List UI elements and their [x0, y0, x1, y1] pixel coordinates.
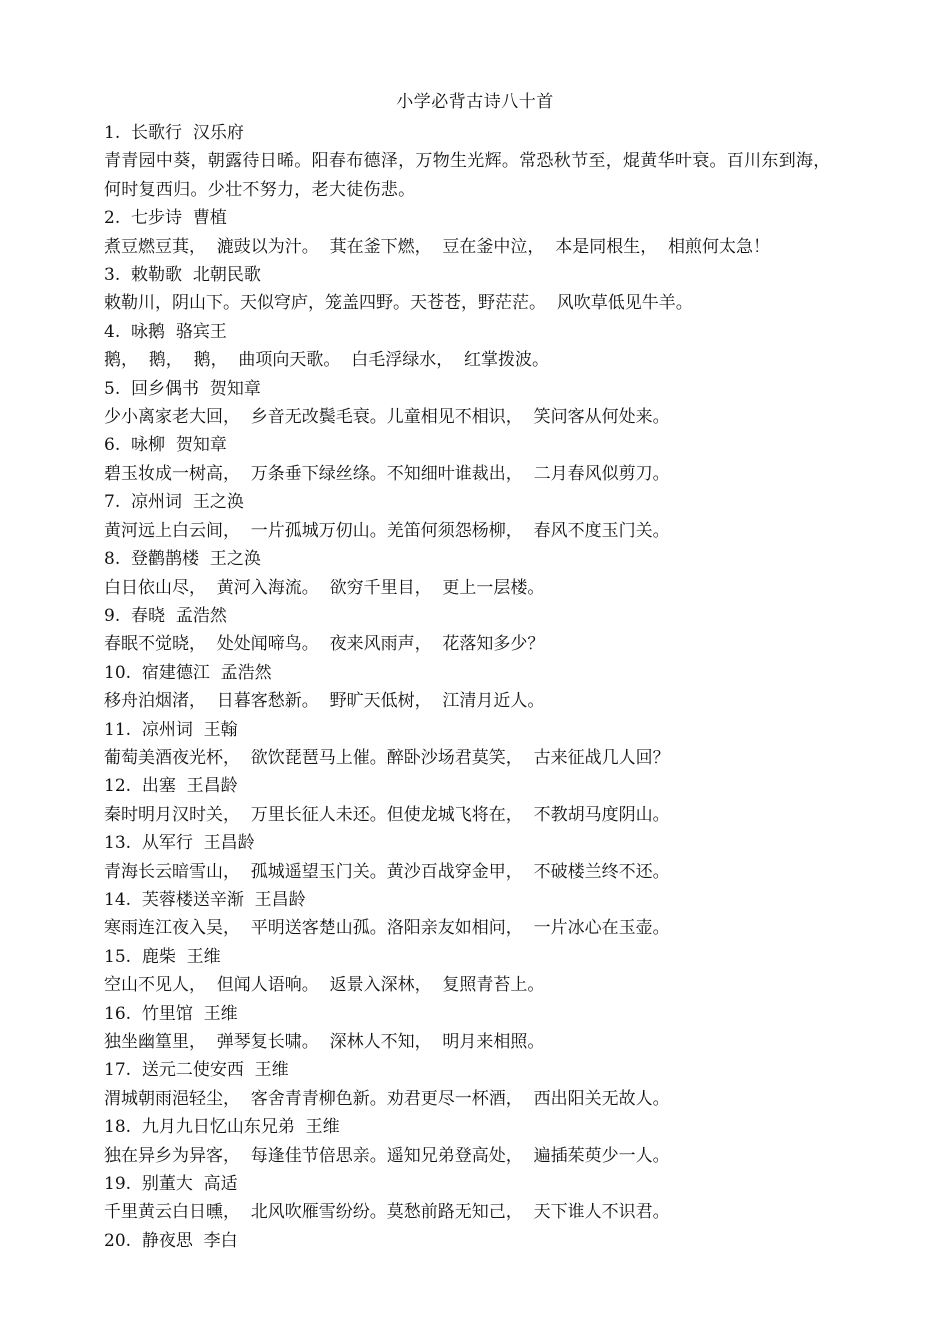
poem-item — [104, 318, 904, 375]
poem-heading: 13. 从军行 王昌龄 — [104, 833, 255, 854]
poem-item — [104, 772, 904, 829]
poem-heading: 4. 咏鹅 骆宾王 — [104, 321, 227, 342]
poem-text: 鹅， 鹅， 鹅， 曲项向天歌。 白毛浮绿水， 红掌拨波。 — [104, 350, 550, 371]
poem-text: 春眠不觉晓， 处处闻啼鸟。 夜来风雨声， 花落知多少？ — [104, 634, 545, 655]
poem-heading: 20. 静夜思 李白 — [104, 1230, 238, 1251]
poem-heading: 16. 竹里馆 王维 — [104, 1003, 238, 1024]
poem-text: 碧玉妆成一树高， 万条垂下绿丝绦。不知细叶谁裁出， 二月春风似剪刀。 — [104, 463, 670, 484]
poem-item — [104, 829, 904, 886]
poem-item — [104, 488, 904, 545]
poem-text: 独坐幽篁里， 弹琴复长啸。 深林人不知， 明月来相照。 — [104, 1032, 545, 1052]
poem-heading: 11. 凉州词 王翰 — [104, 719, 238, 740]
poem-item — [104, 886, 904, 943]
poem-text: 葡萄美酒夜光杯， 欲饮琵琶马上催。醉卧沙场君莫笑， 古来征战几人回？ — [104, 747, 670, 768]
poem-item — [104, 431, 904, 488]
poem-text: 敕勒川，阴山下。天似穹庐，笼盖四野。天苍苍，野茫茫。 风吹草低见牛羊。 — [104, 293, 693, 314]
poem-item — [104, 943, 904, 1000]
poem-item — [104, 1056, 904, 1113]
poem-heading: 10. 宿建德江 孟浩然 — [104, 662, 272, 683]
poem-text: 千里黄云白日曛， 北风吹雁雪纷纷。莫愁前路无知己， 天下谁人不识君。 — [104, 1202, 670, 1223]
poem-text: 移舟泊烟渚， 日暮客愁新。 野旷天低树， 江清月近人。 — [104, 691, 545, 712]
poem-heading: 12. 出塞 王昌龄 — [104, 776, 238, 797]
poem-item — [104, 1227, 904, 1255]
poem-heading: 17. 送元二使安西 王维 — [104, 1060, 289, 1081]
poem-text: 少小离家老大回， 乡音无改鬓毛衰。儿童相见不相识， 笑问客从何处来。 — [104, 407, 670, 428]
poem-item — [104, 545, 904, 602]
poem-text: 煮豆燃豆萁， 漉豉以为汁。 萁在釜下燃， 豆在釜中泣， 本是同根生， 相煎何太急！ — [104, 236, 771, 257]
poem-item — [104, 119, 904, 204]
poem-heading: 2. 七步诗 曹植 — [104, 208, 227, 229]
poem-text: 青海长云暗雪山， 孤城遥望玉门关。黄沙百战穿金甲， 不破楼兰终不还。 — [104, 861, 670, 882]
poem-item — [104, 659, 904, 716]
poem-heading: 8. 登鹳鹊楼 王之涣 — [104, 549, 261, 570]
poem-item — [104, 261, 904, 318]
poem-text: 寒雨连江夜入吴， 平明送客楚山孤。洛阳亲友如相问， 一片冰心在玉壶。 — [104, 918, 670, 939]
poem-heading: 15. 鹿柴 王维 — [104, 946, 221, 967]
poem-item — [104, 1113, 904, 1170]
poem-heading: 3. 敕勒歌 北朝民歌 — [104, 265, 261, 286]
poem-heading: 19. 别董大 高适 — [104, 1174, 238, 1195]
poem-heading: 6. 咏柳 贺知章 — [104, 435, 227, 456]
poem-item — [104, 716, 904, 773]
poem-heading: 5. 回乡偶书 贺知章 — [104, 378, 261, 399]
poem-text: 秦时明月汉时关， 万里长征人未还。但使龙城飞将在， 不教胡马度阴山。 — [104, 804, 670, 825]
poem-heading: 1. 长歌行 汉乐府 — [104, 123, 244, 143]
poem-heading: 9. 春晓 孟浩然 — [104, 605, 227, 626]
poem-text: 青青园中葵，朝露待日晞。阳春布德泽，万物生光辉。常恐秋节至，焜黄华叶衰。百川东到海， 何时复西归。少壮不努力，老大徒伤悲。 — [104, 151, 831, 200]
poem-text: 渭城朝雨浥轻尘， 客舍青青柳色新。劝君更尽一杯酒， 西出阳关无故人。 — [104, 1088, 670, 1109]
poem-heading: 7. 凉州词 王之涣 — [104, 492, 244, 513]
poem-heading: 14. 芙蓉楼送辛渐 王昌龄 — [104, 889, 306, 910]
poem-text: 独在异乡为异客， 每逢佳节倍思亲。遥知兄弟登高处， 遍插茱萸少一人。 — [104, 1145, 670, 1166]
poem-heading: 18. 九月九日忆山东兄弟 王维 — [104, 1117, 340, 1138]
poem-item — [104, 375, 904, 432]
poem-text: 空山不见人， 但闻人语响。 返景入深林， 复照青苔上。 — [104, 975, 545, 996]
poem-list — [104, 119, 904, 1255]
poem-item — [104, 1170, 904, 1227]
document-title: 小学必背古诗八十首 — [396, 92, 554, 112]
poem-item — [104, 602, 904, 659]
poem-text: 白日依山尽， 黄河入海流。 欲穷千里目， 更上一层楼。 — [104, 577, 545, 598]
poem-item — [104, 1000, 904, 1057]
poem-text: 黄河远上白云间， 一片孤城万仞山。羌笛何须怨杨柳， 春风不度玉门关。 — [104, 520, 670, 541]
poem-item — [104, 204, 904, 261]
